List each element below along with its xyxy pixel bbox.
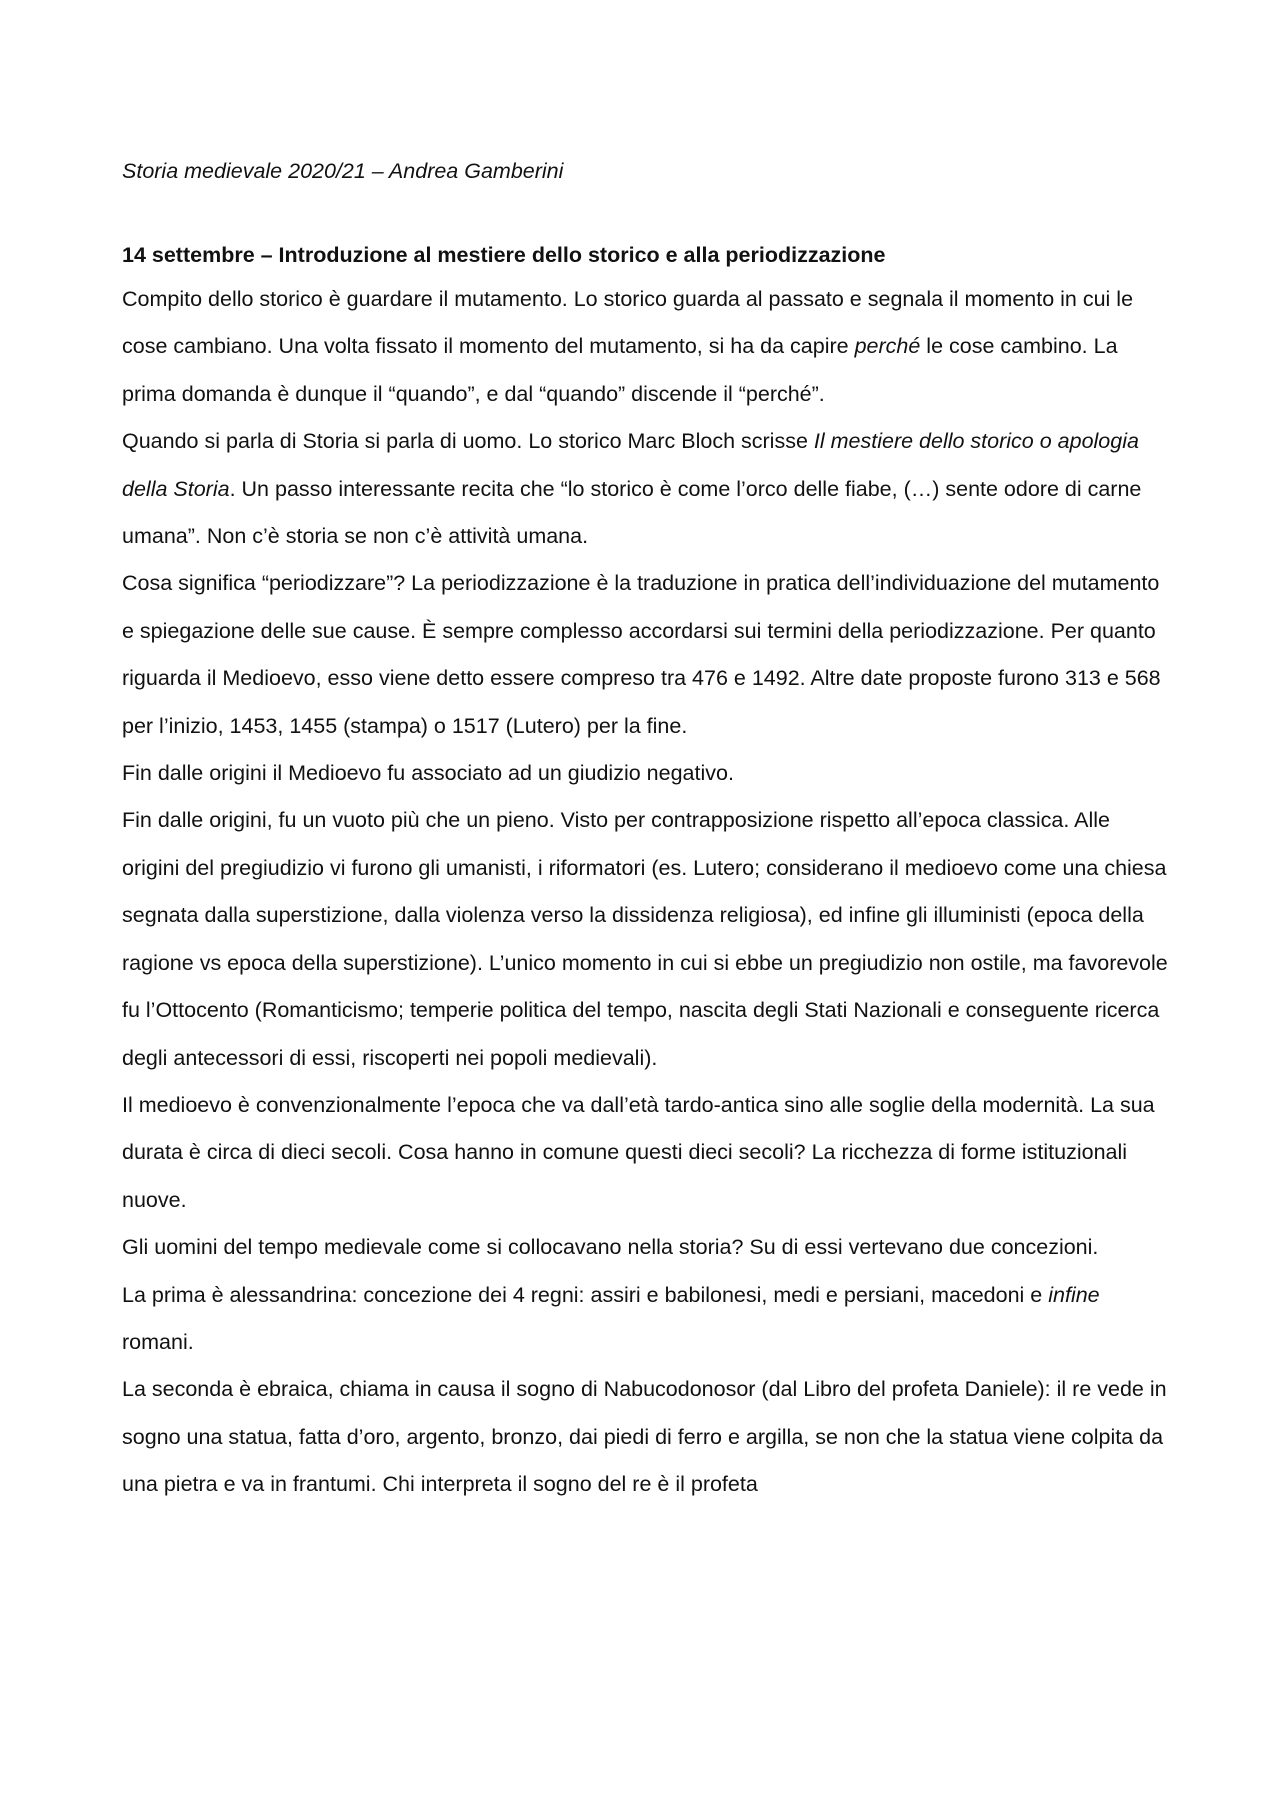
paragraph-1-text-a: Compito dello storico è guardare il mutamento. Lo storico guarda al passato e segnala il momento in cui le cose cambiano. Una volta fissato il momento del mutamento, si ha da capire <box>122 287 1134 359</box>
paragraph-1-text-c: le cose cambino. La prima domanda è dunque il “quando”, e dal “quando” discende il “perché”. <box>122 334 1118 406</box>
paragraph-2 <box>122 418 1172 560</box>
paragraph-2-text-c: . Un passo interessante recita che “lo storico è come l’orco delle fiabe, (…) sente odore di carne umana”. Non c’è storia se non c’è attività umana. <box>122 476 1142 549</box>
paragraph-2-text-a: Quando si parla di Storia si parla di uomo. Lo storico Marc Bloch scrisse <box>122 429 814 454</box>
paragraph-5: Fin dalle origini, fu un vuoto più che un pieno. Visto per contrapposizione rispetto all’epoca classica. Alle origini del pregiudizio vi furono gli umanisti, i riformatori (es. Lutero; considerano il medioevo come una chiesa segnata dalla superstizione, dalla violenza verso la dissidenza religiosa), ed infine gli illuministi (epoca della ragione vs epoca della superstizione). L’unico momento in cui si ebbe un pregiudizio non ostile, ma favorevole fu l’Ottocento (Romanticismo; temperie politica del tempo, nascita degli Stati Nazionali e conseguente ricerca degli antecessori di essi, riscoperti nei popoli medievali). <box>122 808 1168 1070</box>
paragraph-7: Gli uomini del tempo medievale come si collocavano nella storia? Su di essi vertevano due concezioni. <box>122 1235 1099 1260</box>
paragraph-2-book-title: Il mestiere dello storico o apologia della Storia <box>122 429 1139 501</box>
paragraph-3: Cosa significa “periodizzare”? La periodizzazione è la traduzione in pratica dell’individuazione del mutamento e spiegazione delle sue cause. È sempre complesso accordarsi sui termini della periodizzazione. Per quanto riguarda il Medioevo, esso viene detto essere compreso tra 476 e 1492. Altre date proposte furono 313 e 568 per l’inizio, 1453, 1455 (stampa) o 1517 (Lutero) per la fine. <box>122 571 1161 738</box>
paragraph-8-text-a: La prima è alessandrina: concezione dei 4 regni: assiri e babilonesi, medi e persiani, macedoni e <box>122 1282 1049 1307</box>
paragraph-9: La seconda è ebraica, chiama in causa il sogno di Nabucodonosor (dal Libro del profeta Daniele): il re vede in sogno una statua, fatta d’oro, argento, bronzo, dai piedi di ferro e argilla, se non che la statua viene colpita da una pietra e va in frantumi. Chi interpreta il sogno del re è il profeta <box>122 1377 1167 1497</box>
paragraph-1-emphasis: perché <box>854 334 921 359</box>
document-header: Storia medievale 2020/21 – Andrea Gamberini <box>122 159 564 183</box>
section-title: 14 settembre – Introduzione al mestiere dello storico e alla periodizzazione <box>122 243 886 267</box>
paragraph-8-text-c: romani. <box>122 1329 194 1354</box>
paragraph-8 <box>122 1272 1172 1367</box>
paragraph-8-emphasis: infine <box>1048 1282 1100 1307</box>
paragraph-4: Fin dalle origini il Medioevo fu associato ad un giudizio negativo. <box>122 761 734 786</box>
document-page <box>122 150 1172 1509</box>
blank-line <box>122 192 1172 234</box>
paragraph-6: Il medioevo è convenzionalmente l’epoca che va dall’età tardo-antica sino alle soglie della modernità. La sua durata è circa di dieci secoli. Cosa hanno in comune questi dieci secoli? La ricchezza di forme istituzionali nuove. <box>122 1092 1155 1212</box>
paragraph-1 <box>122 276 1172 418</box>
